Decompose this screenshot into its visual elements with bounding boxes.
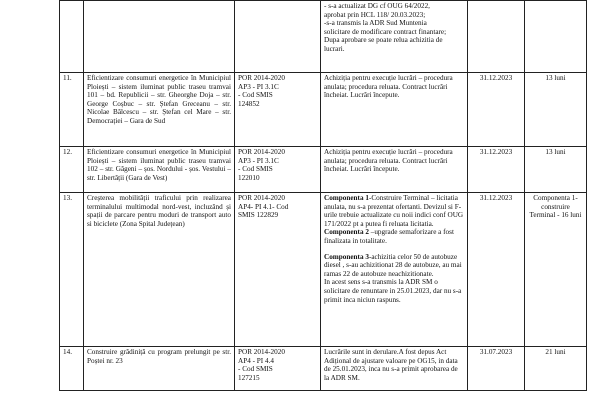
status-cell bbox=[321, 193, 468, 347]
status-cell bbox=[321, 347, 468, 391]
deadline-date: 31.12.2023 bbox=[468, 193, 525, 347]
table-row bbox=[60, 147, 587, 193]
status-cell bbox=[321, 1, 468, 73]
program-code: POR 2014-2020 AP4 - PI 4.4 - Cod SMIS 127215 bbox=[235, 347, 321, 391]
status-paragraph: Componenta 2 –upgrade semaforizare a fost finalizata in totalitate. bbox=[324, 228, 454, 245]
component-label: Componenta 3 bbox=[324, 252, 369, 261]
program-code bbox=[235, 1, 321, 73]
duration: Componenta 1-construire Terminal - 16 luni bbox=[525, 193, 587, 347]
projects-table bbox=[59, 0, 587, 391]
status-paragraph: Componenta 1-Construire Terminal – licitatia anulata, nu s-a prezentat ofertanti. Devizul si F-urile trebuie actualizate cu noii indici conf OUG 171/2022 pt a putea fi reluata licitatia. bbox=[324, 194, 464, 228]
status-line: aprobat prin HCL 118/ 20.03.2023; bbox=[324, 10, 426, 19]
table-row bbox=[60, 1, 587, 73]
duration: 21 luni bbox=[525, 347, 587, 391]
deadline-date bbox=[468, 1, 525, 73]
status-cell bbox=[321, 73, 468, 147]
status-paragraph: Componenta 3-achizitia celor 50 de autobuze diesel , s-au achizitionat 28 de autobuze, au mai ramas 22 de autobuze neachizitionate. bbox=[324, 252, 462, 278]
table-row bbox=[60, 347, 587, 391]
row-number: 14. bbox=[60, 347, 84, 391]
program-code: POR 2014-2020 AP3 - PI 3.1C - Cod SMIS 122010 bbox=[235, 147, 321, 193]
status-line: Achiziția pentru execuție lucrări – procedura anulata; procedura reluata. Contract lucrări încheiat. Lucrări începute. bbox=[324, 74, 453, 100]
project-name: Eficientizare consumuri energetice în Municipiul Ploiești – sistem iluminat public traseu tramvai 101 – bd. Republicii – str. Gheorghe Doja – str. George Coșbuc – str. Ștefan Greceanu – str. Nicolae Bălcescu – str. Ștefan cel Mare – str. Democrației – Gara de Sud bbox=[84, 73, 235, 147]
status-line: Lucrările sunt in derulare.A fost depus Act Adițional de ajustare valoare pe OG15, in data de 25.01.2023, inca nu s-a primit aprobarea de la ADR SM. bbox=[324, 348, 458, 382]
row-number: 13. bbox=[60, 193, 84, 347]
row-number bbox=[60, 1, 84, 73]
status-line: Dupa aprobare se poate relua achizitia de bbox=[324, 36, 443, 45]
project-name: Eficientizare consumuri energetice în Municipiul Ploiești – sistem iluminat public traseu tramvai 102 – str. Găgeni – șos. Nordului - șos. Vestului – str. Libertății (Gara de Vest) bbox=[84, 147, 235, 193]
status-line: Achiziția pentru execuție lucrări – procedura anulata; procedura reluata. Contract lucrări încheiat. Lucrări începute. bbox=[324, 148, 453, 174]
table-row bbox=[60, 193, 587, 347]
project-name bbox=[84, 1, 235, 73]
project-name: Creșterea mobilității traficului prin realizarea terminalului multimodal nord-vest, incluzând și spații de parcare pentru moduri de transport auto si biciclete (Zona Spital Județean) bbox=[84, 193, 235, 347]
program-code: POR 2014-2020 AP4- PI 4.1- Cod SMIS 122829 bbox=[235, 193, 321, 347]
row-number: 11. bbox=[60, 73, 84, 147]
deadline-date: 31.12.2023 bbox=[468, 147, 525, 193]
status-line: solicitare de modificare contract finantare; bbox=[324, 27, 447, 36]
deadline-date: 31.12.2023 bbox=[468, 73, 525, 147]
component-label: Componenta 1 bbox=[324, 194, 369, 202]
status-cell bbox=[321, 147, 468, 193]
duration: 13 luni bbox=[525, 147, 587, 193]
status-paragraph: In acest sens s-a transmis la ADR SM o solicitare de renuntare in 25.01.2023, dar nu s-a primit inca niciun raspuns. bbox=[324, 278, 462, 304]
duration bbox=[525, 1, 587, 73]
table-row bbox=[60, 73, 587, 147]
status-line: -s-a transmis la ADR Sud Muntenia bbox=[324, 19, 427, 28]
status-line: lucrari. bbox=[324, 44, 345, 53]
duration: 13 luni bbox=[525, 73, 587, 147]
row-number: 12. bbox=[60, 147, 84, 193]
project-name: Construire grădiniță cu program prelungit pe str. Poștei nr. 23 bbox=[84, 347, 235, 391]
status-line: - s-a actualizat DG cf OUG 64/2022, bbox=[324, 2, 430, 10]
program-code: POR 2014-2020 AP3 - PI 3.1C - Cod SMIS 124852 bbox=[235, 73, 321, 147]
component-label: Componenta 2 bbox=[324, 228, 369, 237]
deadline-date: 31.07.2023 bbox=[468, 347, 525, 391]
